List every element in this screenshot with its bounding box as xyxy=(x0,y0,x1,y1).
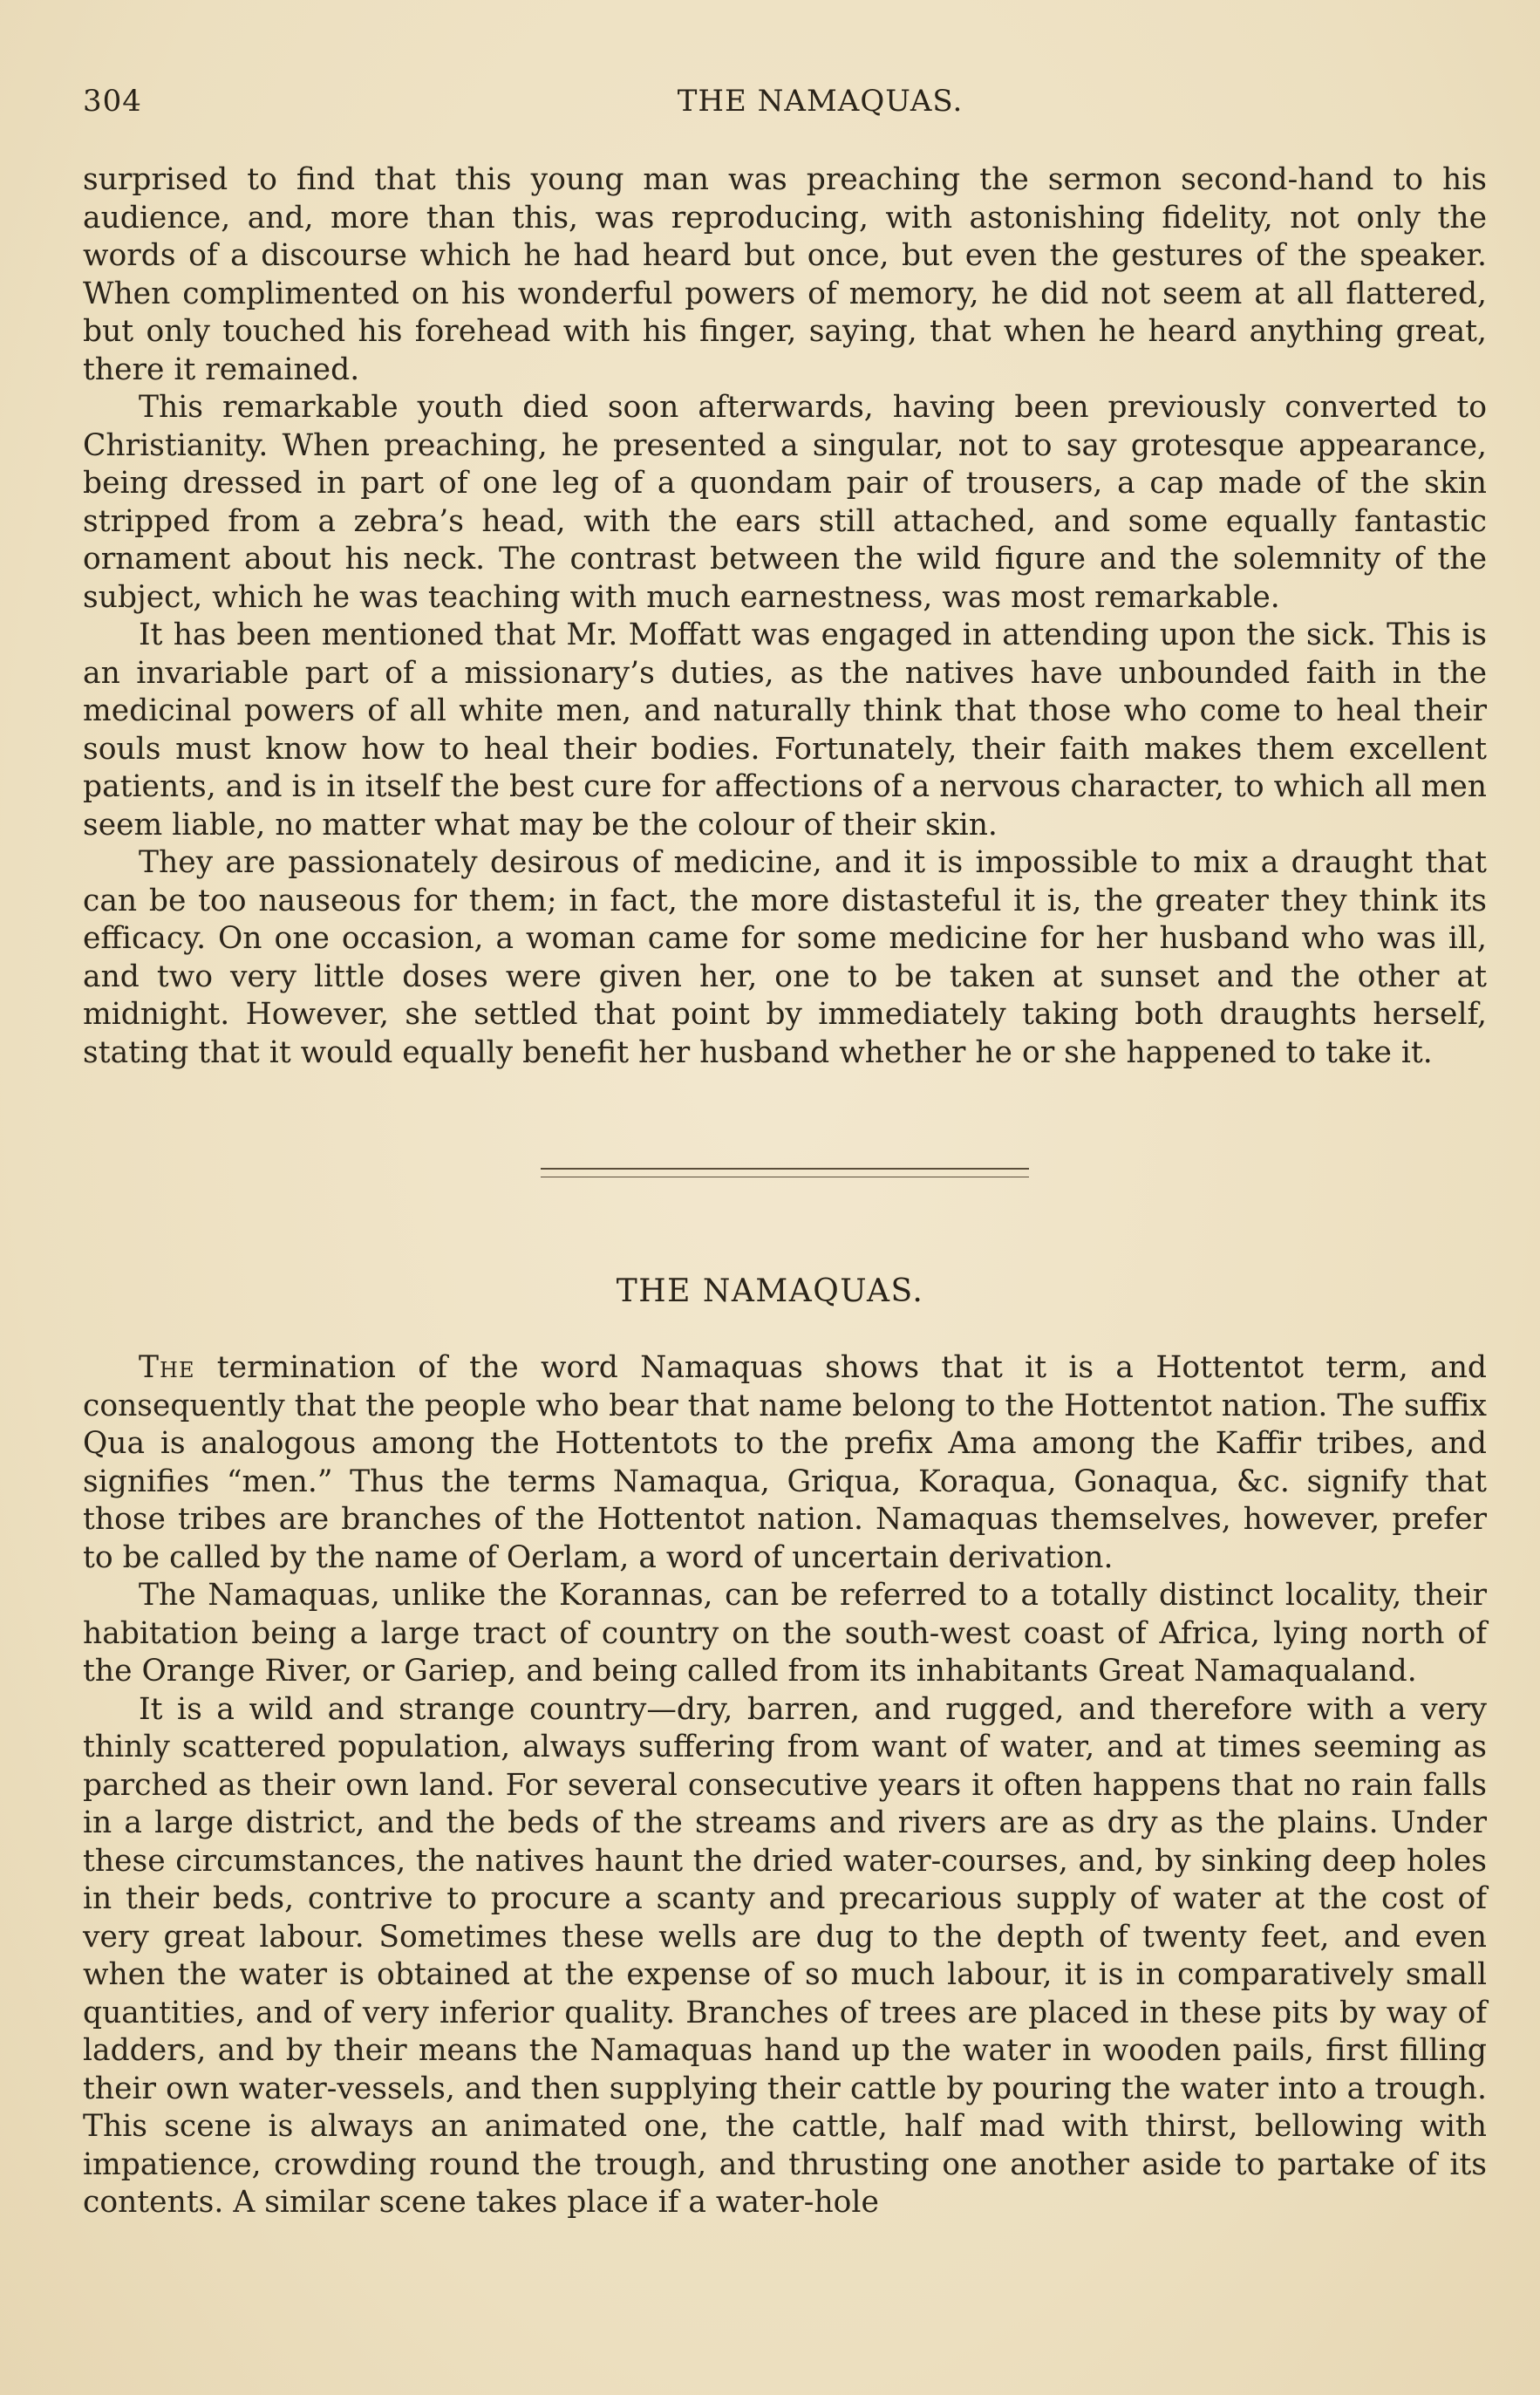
paragraph: This remarkable youth died soon afterwards, having been previously converted to Christianity. When preaching, he presented a singular, not to say grotesque appearance, being dressed in part of one leg of a quondam pair of trousers, a cap made of the skin stripped from a zebra’s head, with the ears still attached, and some equally fantastic ornament about his neck. The contrast between the wild figure and the solemnity of the subject, which he was teaching with much earnestness, was most remarkable. xyxy=(83,390,1487,615)
section-heading: THE NAMAQUAS. xyxy=(616,1273,924,1309)
paragraph: surprised to find that this young man was preaching the sermon second-hand to his audience, and, more than this, was reproducing, with astonishing fidelity, not only the words of a discourse which he had heard but once, but even the gestures of the speaker. When complimented on his wonderful powers of memory, he did not seem at all flattered, but only touched his forehead with his finger, saying, that when he heard anything great, there it remained. xyxy=(83,162,1487,387)
opening-paragraph-text: termination of the word Namaquas shows that it is a Hottentot term, and consequently that the people who bear that name belong to the Hottentot nation. The suffix Qua is analogous among the Hottentots to the prefix Ama among the Kaffir tribes, and signifies “men.” Thus the terms Namaqua, Griqua, Koraqua, Gonaqua, &c. signify that those tribes are branches of the Hottentot nation. Namaquas themselves, however, prefer to be called by the name of Oerlam, a word of uncertain derivation. xyxy=(83,1350,1487,1575)
running-title: THE NAMAQUAS. xyxy=(677,84,964,119)
page-number: 304 xyxy=(83,84,142,119)
paragraph: The Namaquas, unlike the Korannas, can be referred to a totally distinct locality, their habitation being a large tract of country on the south-west coast of Africa, lying north of the Orange River, or Gariep, and being called from its inhabitants Great Namaqualand. xyxy=(83,1578,1487,1689)
opening-paragraph xyxy=(83,1349,1487,1577)
page-header xyxy=(83,84,1488,127)
section-divider xyxy=(541,1168,1029,1177)
section-text-block xyxy=(83,1349,1487,2222)
paragraph: It is a wild and strange country—dry, barren, and rugged, and therefore with a very thinly scattered population, always suffering from want of water, and at times seeming as parched as their own land. For several consecutive years it often happens that no rain falls in a large district, and the beds of the streams and rivers are as dry as the plains. Under these circumstances, the natives haunt the dried water-courses, and, by sinking deep holes in their beds, contrive to procure a scanty and precarious supply of water at the cost of very great labour. Sometimes these wells are dug to the depth of twenty feet, and even when the water is obtained at the expense of so much labour, it is in comparatively small quantities, and of very inferior quality. Branches of trees are placed in these pits by way of ladders, and by their means the Namaquas hand up the water in wooden pails, first filling their own water-vessels, and then supplying their cattle by pouring the water into a trough. This scene is always an animated one, the cattle, half mad with thirst, bellowing with impatience, crowding round the trough, and thrusting one another aside to partake of its contents. A similar scene takes place if a water-hole xyxy=(83,1691,1487,2220)
paragraph: It has been mentioned that Mr. Moffatt was engaged in attending upon the sick. This is an invariable part of a missionary’s duties, as the natives have unbounded faith in the medicinal powers of all white men, and naturally think that those who come to heal their souls must know how to heal their bodies. Fortunately, their faith makes them excellent patients, and is in itself the best cure for affections of a nervous character, to which all men seem liable, no matter what may be the colour of their skin. xyxy=(83,618,1487,843)
paragraph: They are passionately desirous of medicine, and it is impossible to mix a draught that can be too nauseous for them; in fact, the more distasteful it is, the greater they think its efficacy. On one occasion, a woman came for some medicine for her husband who was ill, and two very little doses were given her, one to be taken at sunset and the other at midnight. However, she settled that point by immediately taking both draughts herself, stating that it would equally benefit her husband whether he or she happened to take it. xyxy=(83,845,1487,1070)
lead-word: The xyxy=(139,1350,195,1385)
continued-text-block xyxy=(83,161,1487,1072)
